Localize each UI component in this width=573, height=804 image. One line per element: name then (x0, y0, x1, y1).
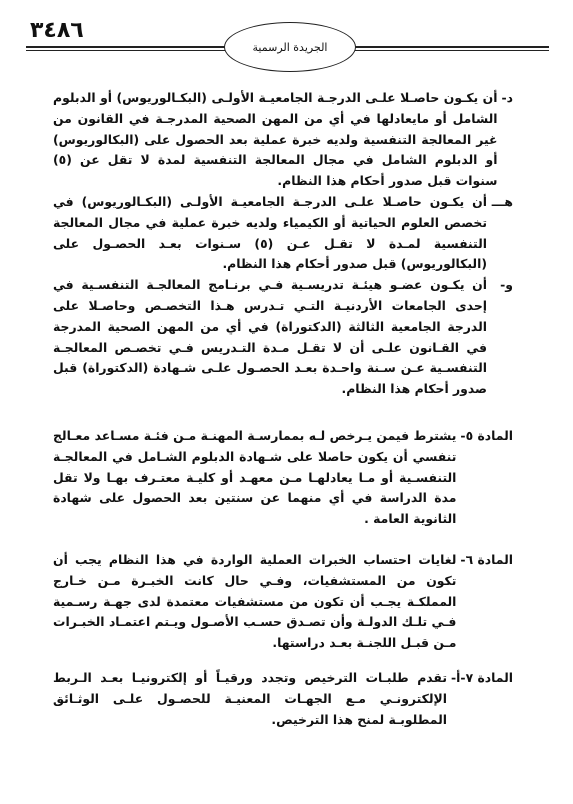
article-text: يشترط فيمن يـرخص لـه بممارسـة المهنـة مـن فئـة مسـاعد معـالج تنفسي أن يكون حاصلا على شـهادة الدبلوم الشـامل في المعالجـة التنفسـية أو مـا يعادلهـا مـن معهـد أو كليـة معتـرف بهـا ولا تقل مدة الدراسة في أي منهما عن سنتين بعد الحصول على شهادة الثانوية العامة . (53, 427, 457, 527)
clause-marker: و- (500, 277, 513, 293)
article-text: تقدم طلبـات الترخيص وتجدد ورقيـاً أو إلكترونيـا بعـد الـربط الإلكترونـي مـع الجهـات المعنيـة للحصـول علـى الوثـائق المطلوبـة لمنح هذا الترخيص. (53, 669, 448, 727)
article-5 (53, 426, 513, 530)
clause-d (53, 88, 513, 192)
page-header (0, 0, 573, 80)
clause-marker: د- (501, 90, 513, 105)
article-text: لغايات احتساب الخبرات العملية الواردة في هذا النظام يجب أن تكون من المستشفيات، وفـي حال كانت الخبـرة مـن خـارج المملكـة يجـب أن تكون من مستشفيات معتمدة لدى جهـة رسـمية فـي تلـك الدولـة وأن تصـدق حسـب الأصـول ويـتم اعتمـاد الخبـرات مـن قبـل اللجنـة بعـد دراستها. (53, 551, 457, 651)
article-label: المادة ٧-أ- (451, 669, 513, 685)
clause-text: أن يكـون عضـو هيئـة تدريسـية فـي برنـامج المعالجـة التنفسـية في إحدى الجامعات الأردنيـة التـي تـدرس هـذا التخصـص وحاصـلا على الدرجة الجامعية الثالثة (الدكتوراة) في أي من المهن الصحية المدرجة في القـانون علـى أن لا تقـل مـدة التـدريس فـي تخصـص المعالجـة التنفسـية عـن سـنة واحـدة بعـد الحصـول علـى شـهادة (الدكتوراة) قبل صدور أحكام هذا النظام. (53, 277, 487, 397)
article-7 (53, 668, 513, 730)
gazette-title: الجريدة الرسمية (252, 40, 328, 54)
clause-text: أن يكـون حاصـلا علـى الدرجـة الجامعيـة الأولـى (البكـالوريوس) أو الدبلوم الشامل أو مايعادلها في أي من المهن الصحية المدرجـة في القانون من غير المعالجة التنفسية ولديه خبرة عملية بعد الحصول على (البكالوريوس) أو الدبلوم الشامل في مجال المعالجة التنفسية لمدة لا تقل عن (٥) سنوات قبل صدور أحكام هذا النظام. (53, 90, 498, 189)
gazette-title-oval (224, 22, 356, 72)
page-number: ٣٤٨٦ (30, 18, 84, 43)
article-label: المادة ٦- (460, 551, 513, 567)
article-label: المادة ٥- (460, 427, 513, 443)
clause-w (53, 275, 513, 400)
document-body (53, 88, 513, 730)
clause-marker: هـــ (491, 193, 513, 209)
article-6 (53, 550, 513, 654)
clause-h (53, 192, 513, 275)
clause-text: أن يكـون حاصـلا علـى الدرجـة الجامعيـة الأولـى (البكـالوريوس) في تخصص العلوم الحياتية أو الكيمياء ولديه خبرة عملية في مجال المعالجة التنفسية لمـدة لا تقـل عـن (٥) سـنوات بعـد الحصـول على (البكالوريوس) قبل صدور أحكام هذا النظام. (53, 193, 487, 272)
